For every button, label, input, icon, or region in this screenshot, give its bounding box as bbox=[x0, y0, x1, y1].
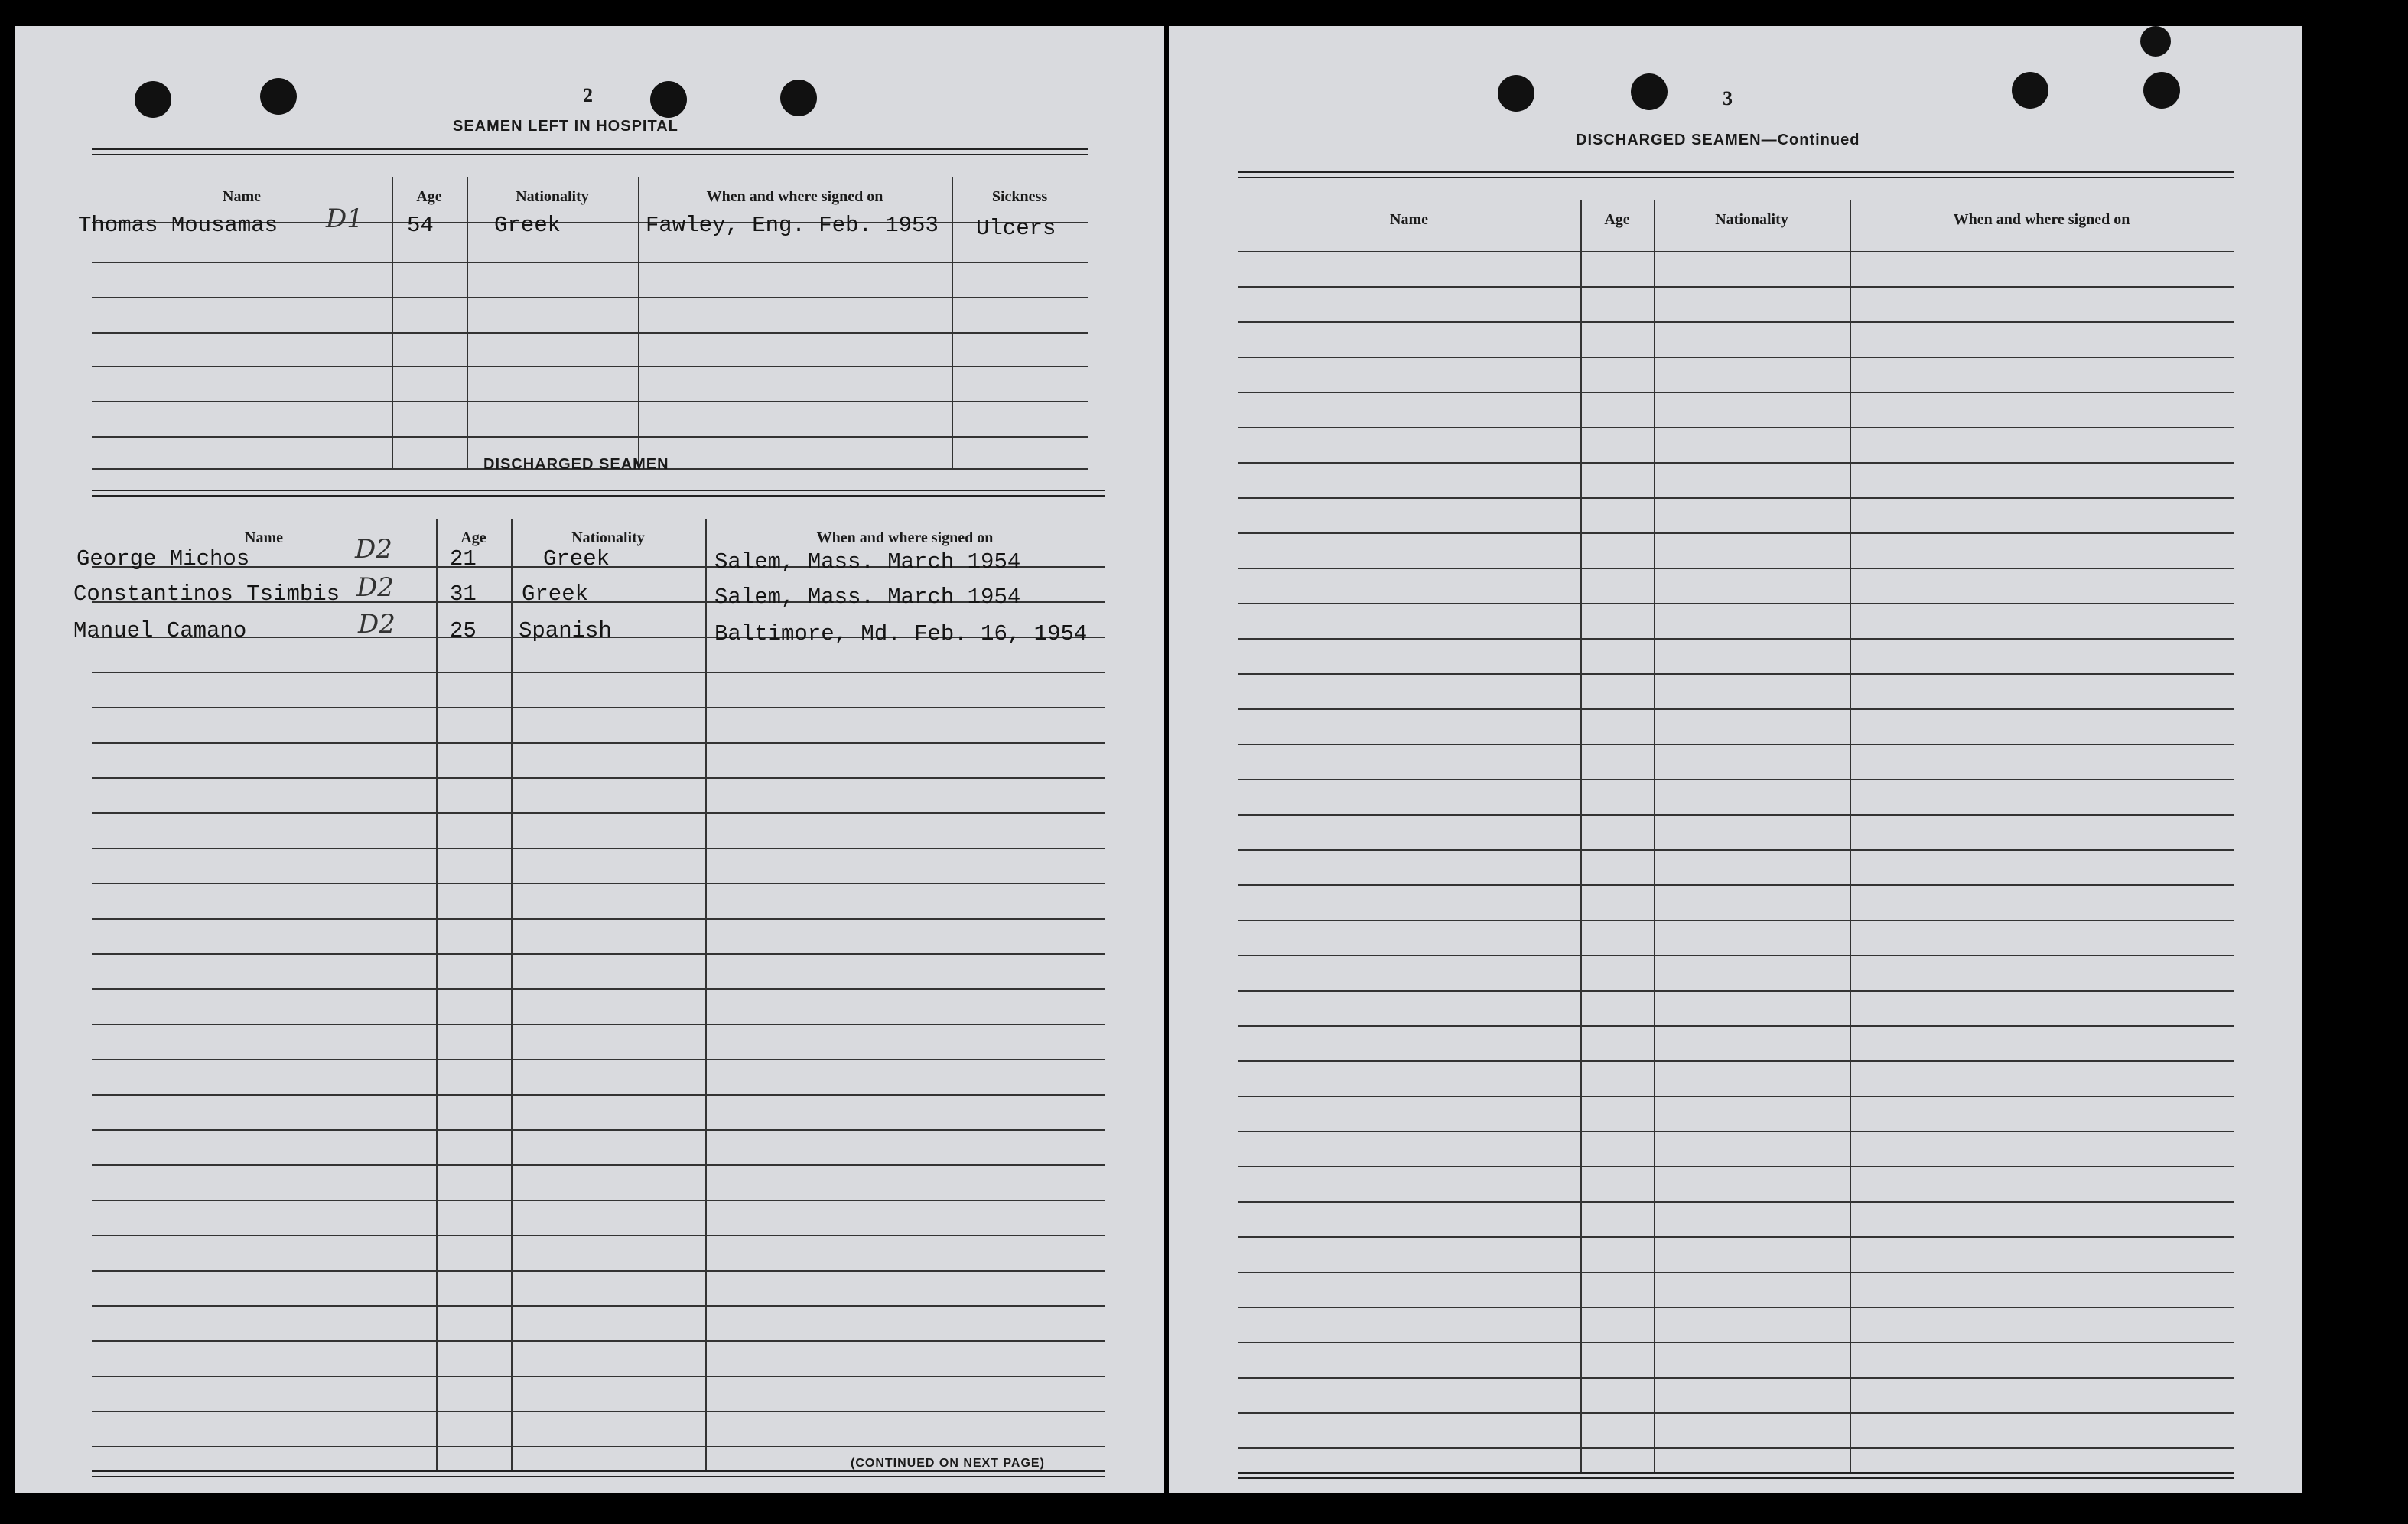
hospital-table bbox=[92, 148, 1088, 470]
punch-hole bbox=[1631, 73, 1668, 110]
page-number: 2 bbox=[583, 84, 593, 106]
column-header-name: Name bbox=[223, 188, 261, 205]
column-header-name: Name bbox=[1390, 211, 1428, 228]
punch-hole bbox=[260, 78, 297, 115]
discharged-section-title: DISCHARGED SEAMEN bbox=[483, 456, 669, 473]
handwritten-mark: D2 bbox=[355, 534, 392, 565]
seaman-signed-on: Salem, Mass. March 1954 bbox=[714, 585, 1021, 610]
page-number: 3 bbox=[1723, 87, 1733, 109]
punch-hole bbox=[650, 81, 687, 118]
handwritten-mark: D2 bbox=[358, 609, 395, 640]
punch-hole bbox=[135, 81, 171, 118]
seaman-nationality: Greek bbox=[543, 546, 610, 572]
seaman-name: George Michos bbox=[76, 546, 250, 572]
continued-note: (CONTINUED ON NEXT PAGE) bbox=[851, 1457, 1045, 1470]
punch-hole bbox=[2140, 26, 2171, 57]
seaman-sickness: Ulcers bbox=[976, 216, 1056, 241]
discharged-continued-title: DISCHARGED SEAMEN—Continued bbox=[1576, 132, 1860, 148]
column-header-sickness: Sickness bbox=[991, 188, 1048, 205]
punch-hole bbox=[2143, 72, 2180, 109]
column-header-nationality: Nationality bbox=[516, 188, 589, 205]
column-header-name: Name bbox=[245, 529, 283, 546]
column-header-age: Age bbox=[1604, 211, 1630, 228]
discharged-continued-table bbox=[1238, 171, 2234, 1487]
hospital-section-title: SEAMEN LEFT IN HOSPITAL bbox=[453, 118, 678, 135]
handwritten-mark: D1 bbox=[326, 204, 363, 234]
seaman-nationality: Greek bbox=[494, 213, 561, 238]
left-page bbox=[15, 26, 1164, 1493]
seaman-name: Thomas Mousamas bbox=[78, 213, 278, 238]
column-header-signed-on: When and where signed on bbox=[1953, 211, 2130, 228]
column-header-age: Age bbox=[460, 529, 486, 546]
column-header-signed-on: When and where signed on bbox=[816, 529, 994, 546]
column-header-signed-on: When and where signed on bbox=[706, 188, 883, 205]
right-page bbox=[1169, 26, 2302, 1493]
handwritten-mark: D2 bbox=[356, 572, 394, 603]
seaman-nationality: Greek bbox=[522, 581, 589, 607]
seaman-age: 31 bbox=[450, 581, 477, 607]
punch-hole bbox=[1498, 75, 1534, 112]
punch-hole bbox=[2012, 72, 2048, 109]
seaman-name: Manuel Camano bbox=[73, 618, 247, 643]
column-header-nationality: Nationality bbox=[571, 529, 645, 546]
seaman-name: Constantinos Tsimbis bbox=[73, 581, 340, 607]
punch-hole bbox=[780, 80, 817, 116]
seaman-age: 54 bbox=[407, 213, 434, 238]
column-header-age: Age bbox=[416, 188, 442, 205]
seaman-signed-on: Fawley, Eng. Feb. 1953 bbox=[646, 213, 939, 238]
seaman-nationality: Spanish bbox=[519, 618, 612, 643]
seaman-signed-on: Baltimore, Md. Feb. 16, 1954 bbox=[714, 621, 1088, 646]
seaman-age: 25 bbox=[450, 618, 477, 643]
seaman-age: 21 bbox=[450, 546, 477, 572]
column-header-nationality: Nationality bbox=[1715, 211, 1788, 228]
seaman-signed-on: Salem, Mass. March 1954 bbox=[714, 549, 1021, 575]
